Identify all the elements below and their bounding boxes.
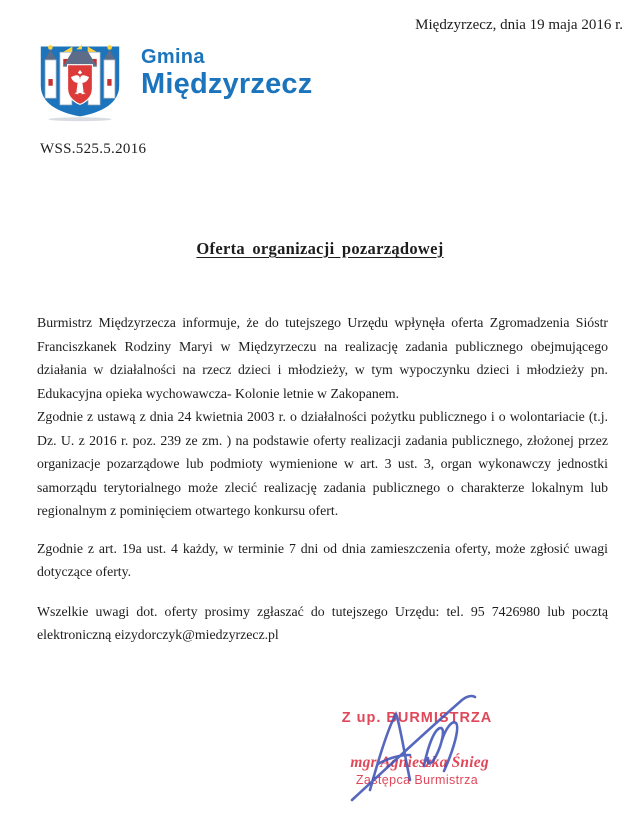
stamp-capacity-line: Z up. BURMISTRZA <box>341 710 493 726</box>
document-title: Oferta organizacji pozarządowej <box>196 239 444 258</box>
paragraph-contact-info: Wszelkie uwagi dot. oferty prosimy zgłaszać do tutejszego Urzędu: tel. 95 7426980 lub pocztą elektroniczną eizydorczyk@miedzyrzecz.pl <box>37 603 608 642</box>
date-line: Międzyrzecz, dnia 19 maja 2016 r. <box>415 17 623 33</box>
stamp-signer-title: Zastępca Burmistrza <box>355 773 479 787</box>
coat-of-arms-icon <box>36 37 124 123</box>
paragraph-remarks-deadline: Zgodnie z art. 19a ust. 4 każdy, w terminie 7 dni od dnia zamieszczenia oferty, może zgłosić uwagi dotyczące oferty. <box>37 540 608 579</box>
letter-body <box>37 311 608 647</box>
logo-org-name: Międzyrzecz <box>141 68 313 100</box>
paragraph-legal-basis: Zgodnie z ustawą z dnia 24 kwietnia 2003 r. o działalności pożytku publicznego i o wolontariacie (t.j. Dz. U. z 2016 r. poz. 239 ze zm. ) na podstawie oferty realizacji zadania publicznego, złożonej przez organizacje pozarządowe lub podmioty wymienione w art. 3 ust. 3, organ wykonawczy jednostki samorządu terytorialnego może zlecić realizację zadania publicznego o charakterze lokalnym lub regionalnym z pominięciem otwartego konkursu ofert. <box>37 409 608 518</box>
paragraph-announcement: Burmistrz Międzyrzecza informuje, że do tutejszego Urzędu wpłynęła oferta Zgromadzenia Sióstr Franciszkanek Rodziny Maryi w Międzyrzeczu na realizację zadania publicznego obejmującego działania w działalności na rzecz dzieci i młodzieży, w tym wypoczynku dzieci i młodzieży pn. Edukacyjna opieka wychowawcza- Kolonie letnie w Zakopanem. <box>37 315 608 401</box>
logo-wordmark <box>141 47 312 99</box>
gmina-miedzyrzecz-logo <box>36 37 312 123</box>
signature-stamp-block <box>335 710 499 790</box>
stamp-signer-name: mgr Agnieszka Śnieg <box>350 754 489 771</box>
logo-org-prefix: Gmina <box>141 46 205 68</box>
case-reference-number: WSS.525.5.2016 <box>40 141 147 157</box>
